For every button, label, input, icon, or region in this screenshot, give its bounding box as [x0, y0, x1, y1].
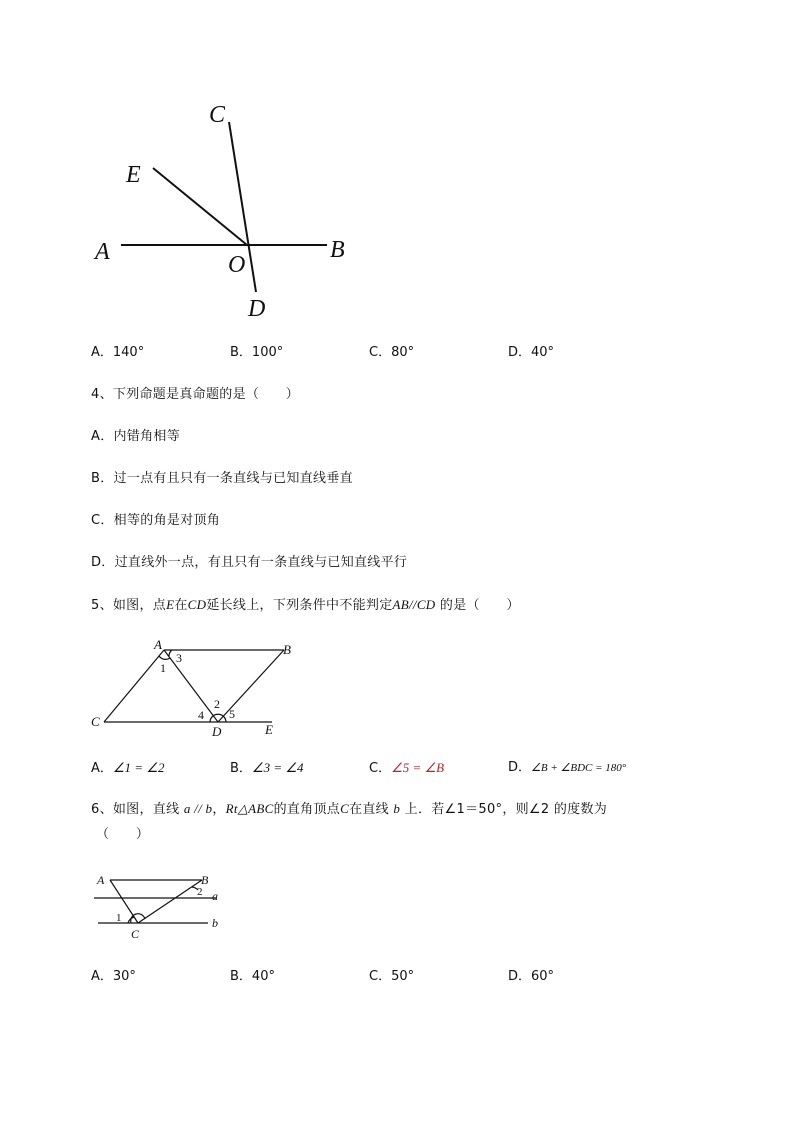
- point-o-label: O: [228, 252, 246, 278]
- point-e-label: E: [126, 162, 141, 188]
- q5-option-d-expr: ∠B + ∠BDC = 180°: [531, 762, 627, 774]
- line-a-label: a: [212, 889, 218, 903]
- q6-option-c[interactable]: C．50°: [369, 969, 415, 984]
- angle-1-label: 1: [160, 661, 166, 675]
- point-d-label: D: [248, 296, 266, 322]
- q5-stem: [91, 596, 520, 615]
- angle-5-label: 5: [229, 707, 235, 721]
- q6-lines-ab: a // b: [183, 801, 213, 816]
- angle-arc-4: [210, 716, 213, 722]
- q3-option-c[interactable]: C．80°: [369, 345, 415, 360]
- q5-stem-part-c: 延长线上，下列条件中不能判定: [206, 598, 393, 613]
- q6-stem-part-a: 6、如图，直线: [91, 802, 184, 817]
- q6-answer-blank: （ ）: [96, 827, 150, 842]
- q5-stem-part-b: 在: [174, 598, 188, 613]
- q5-option-d-label: D．: [508, 760, 532, 775]
- angle-3-label: 3: [176, 651, 182, 665]
- line-b-label: b: [212, 916, 218, 930]
- point-c-label: C: [91, 714, 100, 729]
- angle-arc-c: [131, 914, 145, 923]
- q5-stem-part-d: 的是（ ）: [435, 598, 520, 613]
- point-a-label: A: [97, 873, 105, 887]
- segment-bd: [218, 650, 284, 722]
- angle-arc-3: [169, 650, 172, 656]
- q6-stem: [91, 800, 607, 819]
- q6-option-a[interactable]: A．30°: [91, 969, 136, 984]
- q6-option-b[interactable]: B．40°: [230, 969, 275, 984]
- q5-option-b[interactable]: [230, 759, 304, 778]
- point-d-label: D: [212, 724, 222, 739]
- q4-option-b[interactable]: B．过一点有且只有一条直线与已知直线垂直: [91, 471, 353, 486]
- angle-arc-2: [213, 714, 223, 716]
- q5-parallel: AB//CD: [392, 597, 436, 612]
- q4-stem: 4、下列命题是真命题的是（ ）: [91, 387, 300, 402]
- q5-figure: [88, 636, 308, 742]
- q5-option-a-expr: ∠1 = ∠2: [112, 760, 165, 775]
- q5-option-a-label: A．: [91, 761, 113, 776]
- q6-stem-part-d: 在直线: [349, 802, 394, 817]
- q3-figure: [88, 96, 368, 328]
- q5-line-cd: CD: [187, 597, 207, 612]
- point-b-label: B: [283, 642, 291, 657]
- q3-option-b[interactable]: B．100°: [230, 345, 284, 360]
- q6-option-d[interactable]: D．60°: [508, 969, 555, 984]
- point-b-label: B: [330, 237, 345, 263]
- q3-option-d[interactable]: D．40°: [508, 345, 555, 360]
- angle-arc-5: [223, 716, 226, 722]
- point-c-label: C: [209, 102, 226, 128]
- point-c-label: C: [131, 927, 140, 941]
- q4-option-a[interactable]: A．内错角相等: [91, 429, 180, 444]
- q6-stem-part-b: ，: [212, 802, 226, 817]
- q5-option-c-expr: ∠5 = ∠B: [391, 760, 445, 775]
- q5-stem-part-a: 5、如图，点: [91, 598, 167, 613]
- q5-option-b-label: B．: [230, 761, 252, 776]
- q3-option-a[interactable]: A．140°: [91, 345, 145, 360]
- q6-triangle: Rt△ABC: [225, 801, 274, 816]
- q6-stem-part-e: 上．若∠1＝50°，则∠2 的度数为: [400, 802, 608, 817]
- q5-option-d[interactable]: [508, 759, 626, 777]
- q5-option-a[interactable]: [91, 759, 165, 778]
- q6-figure: [88, 866, 238, 946]
- point-a-label: A: [95, 239, 110, 265]
- q5-option-c[interactable]: [369, 759, 444, 778]
- point-a-label: A: [154, 637, 162, 652]
- q6-vertex-c: C: [340, 801, 350, 816]
- q5-option-b-expr: ∠3 = ∠4: [251, 760, 304, 775]
- angle-4-label: 4: [198, 708, 204, 722]
- point-e-label: E: [265, 722, 273, 737]
- angle-2-label: 2: [197, 886, 203, 898]
- ray-oe: [153, 168, 247, 245]
- q5-point-e: E: [166, 597, 175, 612]
- angle-2-label: 2: [214, 697, 220, 711]
- q4-option-d[interactable]: D．过直线外一点，有且只有一条直线与已知直线平行: [91, 555, 408, 570]
- point-b-label: B: [201, 873, 209, 887]
- q6-line-b: b: [393, 801, 401, 816]
- q4-option-c[interactable]: C．相等的角是对顶角: [91, 513, 221, 528]
- segment-ad: [164, 650, 218, 722]
- q6-stem-part-c: 的直角顶点: [273, 802, 341, 817]
- segment-ac: [104, 650, 164, 722]
- q5-option-c-label: C．: [369, 761, 392, 776]
- angle-1-label: 1: [116, 912, 122, 924]
